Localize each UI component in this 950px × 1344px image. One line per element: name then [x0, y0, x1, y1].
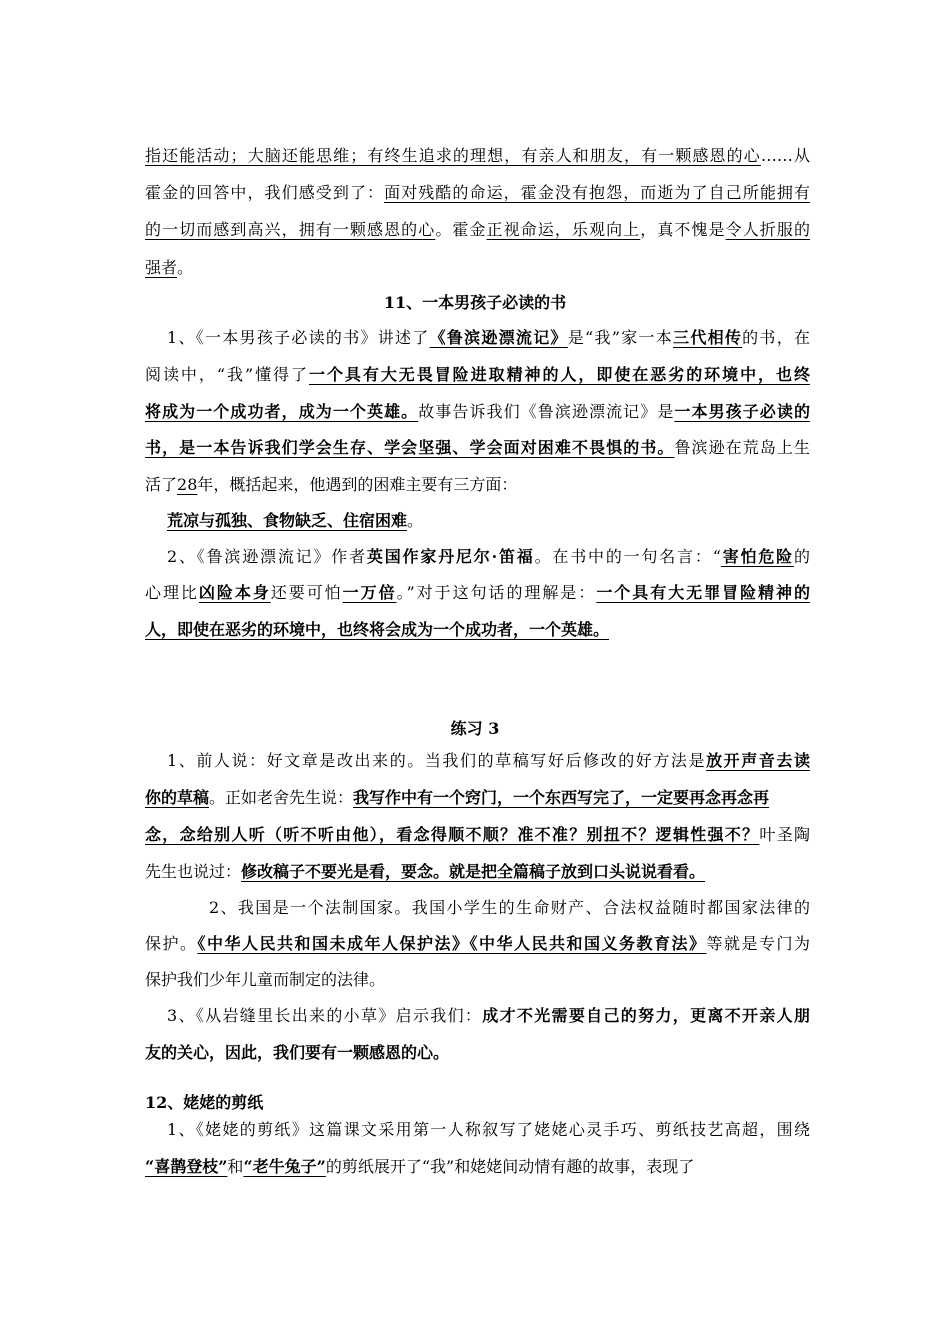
text-segment: 的剪纸展开了“我”和姥姥间动情有趣的故事，表现了 [325, 1157, 695, 1176]
text-segment: 还要可怕 [270, 583, 343, 602]
text-segment: 年，概括起来，他遇到的困难主要有三方面： [197, 475, 518, 494]
answer-text: 将成为一个成功者，成为一个英雄。 [145, 402, 419, 421]
text-segment: 和 [227, 1157, 244, 1176]
answer-text: 《中华人民共和国未成年人保护法》《中华人民共和国义务教育法》 [197, 934, 707, 953]
answer-text: 令人折服的 [725, 220, 810, 239]
answer-text: 成才不光需要自己的努力，更离不开亲人朋 [482, 1006, 810, 1025]
text-segment: 3、《从岩缝里长出来的小草》启示我们： [167, 1006, 483, 1025]
text-segment: 阅读中，“我”懂得了 [145, 365, 309, 384]
section-heading [0, 717, 950, 741]
answer-text: 的一切而感到高兴，拥有一颗感恩的心 [145, 220, 436, 239]
text-segment: 2、我国是一个法制国家。我国小学生的生命财产、合法权益随时都国家法律的 [209, 898, 810, 917]
text-line [145, 786, 810, 810]
text-segment: 2、《鲁滨逊漂流记》作者 [167, 547, 367, 566]
text-segment: 1、前人说：好文章是改出来的。当我们的草稿写好后修改的好方法是 [167, 751, 707, 770]
answer-text: 书，是一本告诉我们学会生存、学会坚强、学会面对困难不畏惧的书。 [145, 438, 675, 457]
text-segment: 的书，在 [742, 328, 810, 347]
text-line [145, 363, 810, 387]
text-segment: 先生也说过： [145, 862, 242, 881]
answer-text: “喜鹊登枝” [145, 1157, 228, 1176]
text-segment: ……从 [760, 146, 810, 165]
text-segment: 霍金的回答中，我们感受到了： [145, 183, 385, 202]
answer-text: 放开声音去读 [706, 751, 810, 770]
answer-text: 指还能活动；大脑还能思维；有终生追求的理想，有亲人和朋友，有一颗感恩的心 [145, 146, 761, 165]
text-segment: 叶圣陶 [759, 825, 810, 844]
text-line [145, 860, 810, 884]
text-segment: 保护。 [145, 934, 198, 953]
answer-text: 害怕危险 [720, 547, 794, 566]
text-line [145, 968, 810, 992]
answer-text: 28 [177, 475, 198, 494]
text-segment: ，真不愧是 [640, 220, 726, 239]
section-heading [0, 291, 950, 315]
answer-text: “老牛兔子” [243, 1157, 326, 1176]
answer-text: 念，念给别人听（听不听由他），看念得顺不顺？准不准？别扭不？逻辑性强不？ [145, 825, 760, 844]
text-segment: 练习 3 [450, 719, 500, 738]
text-line [145, 581, 810, 605]
text-segment: 。”对于这句话的理解是： [396, 583, 597, 602]
text-segment: 等就是专门为 [706, 934, 810, 953]
text-segment: 故事告诉我们《鲁滨逊漂流记》是 [418, 402, 675, 421]
text-segment: 心理比 [145, 583, 199, 602]
text-segment: 。 [177, 258, 194, 277]
text-line [145, 181, 810, 205]
answer-text: 三代相传 [673, 328, 743, 347]
text-line [167, 509, 810, 533]
text-segment: 。在书中的一句名言：“ [534, 547, 721, 566]
answer-text: 一万倍 [342, 583, 397, 602]
text-segment: 12、姥姥的剪纸 [145, 1093, 264, 1112]
text-segment: 是“我”家一本 [567, 328, 674, 347]
section-heading [145, 1091, 810, 1115]
text-line [145, 618, 810, 642]
text-line [167, 749, 810, 773]
answer-text: 正视命运，乐观向上 [486, 220, 641, 239]
text-segment: 1、《姥姥的剪纸》这篇课文采用第一人称叙写了姥姥心灵手巧、剪纸技艺高超，围绕 [167, 1120, 810, 1139]
text-segment: 活了 [145, 475, 178, 494]
text-segment: 。 [407, 511, 424, 530]
text-line [167, 326, 810, 350]
text-line [167, 1004, 810, 1028]
answer-text: 一本男孩子必读的 [674, 402, 810, 421]
answer-text: 人，即使在恶劣的环境中，也终将会成为一个成功者，一个英雄。 [145, 620, 610, 639]
text-line [167, 1118, 810, 1142]
text-segment: 鲁滨逊在荒岛上生 [674, 438, 810, 457]
answer-text: 修改稿子不要光是看，要念。就是把全篇稿子放到口头说说看看。 [241, 862, 706, 881]
text-segment: 。霍金 [435, 220, 487, 239]
text-line [145, 144, 810, 168]
text-segment: 的 [793, 547, 810, 566]
text-line [145, 1155, 810, 1179]
text-segment: 1、《一本男孩子必读的书》讲述了 [167, 328, 430, 347]
text-segment: 11、一本男孩子必读的书 [383, 293, 567, 312]
text-line [145, 932, 810, 956]
answer-text: 一个具有大无罪冒险精神的 [596, 583, 810, 602]
answer-text: 我写作中有一个窍门，一个东西写完了，一定要再念再念再 [353, 788, 770, 807]
text-line [145, 436, 810, 460]
text-line [145, 218, 810, 242]
answer-text: 凶险本身 [198, 583, 271, 602]
answer-text: 你的草稿 [145, 788, 210, 807]
text-line [209, 896, 810, 920]
text-line [145, 473, 810, 497]
text-line [145, 256, 810, 280]
text-line [145, 823, 810, 847]
text-line [167, 545, 810, 569]
answer-text: 强者 [145, 258, 178, 277]
answer-text: 荒凉与孤独、食物缺乏、住宿困难 [167, 511, 408, 530]
text-line [145, 400, 810, 424]
answer-text: 面对残酷的命运，霍金没有抱怨，而逝为了自己所能拥有 [384, 183, 810, 202]
answer-text: 一个具有大无畏冒险进取精神的人，即使在恶劣的环境中，也终 [308, 365, 810, 384]
text-line [145, 1041, 810, 1065]
answer-text: 英国作家丹尼尔·笛福 [366, 547, 535, 566]
text-segment: 。正如老舍先生说： [209, 788, 354, 807]
text-segment: 保护我们少年儿童而制定的法律。 [145, 970, 386, 989]
text-segment: 友的关心，因此，我们要有一颗感恩的心。 [145, 1043, 450, 1062]
answer-text: 《鲁滨逊漂流记》 [429, 328, 568, 347]
